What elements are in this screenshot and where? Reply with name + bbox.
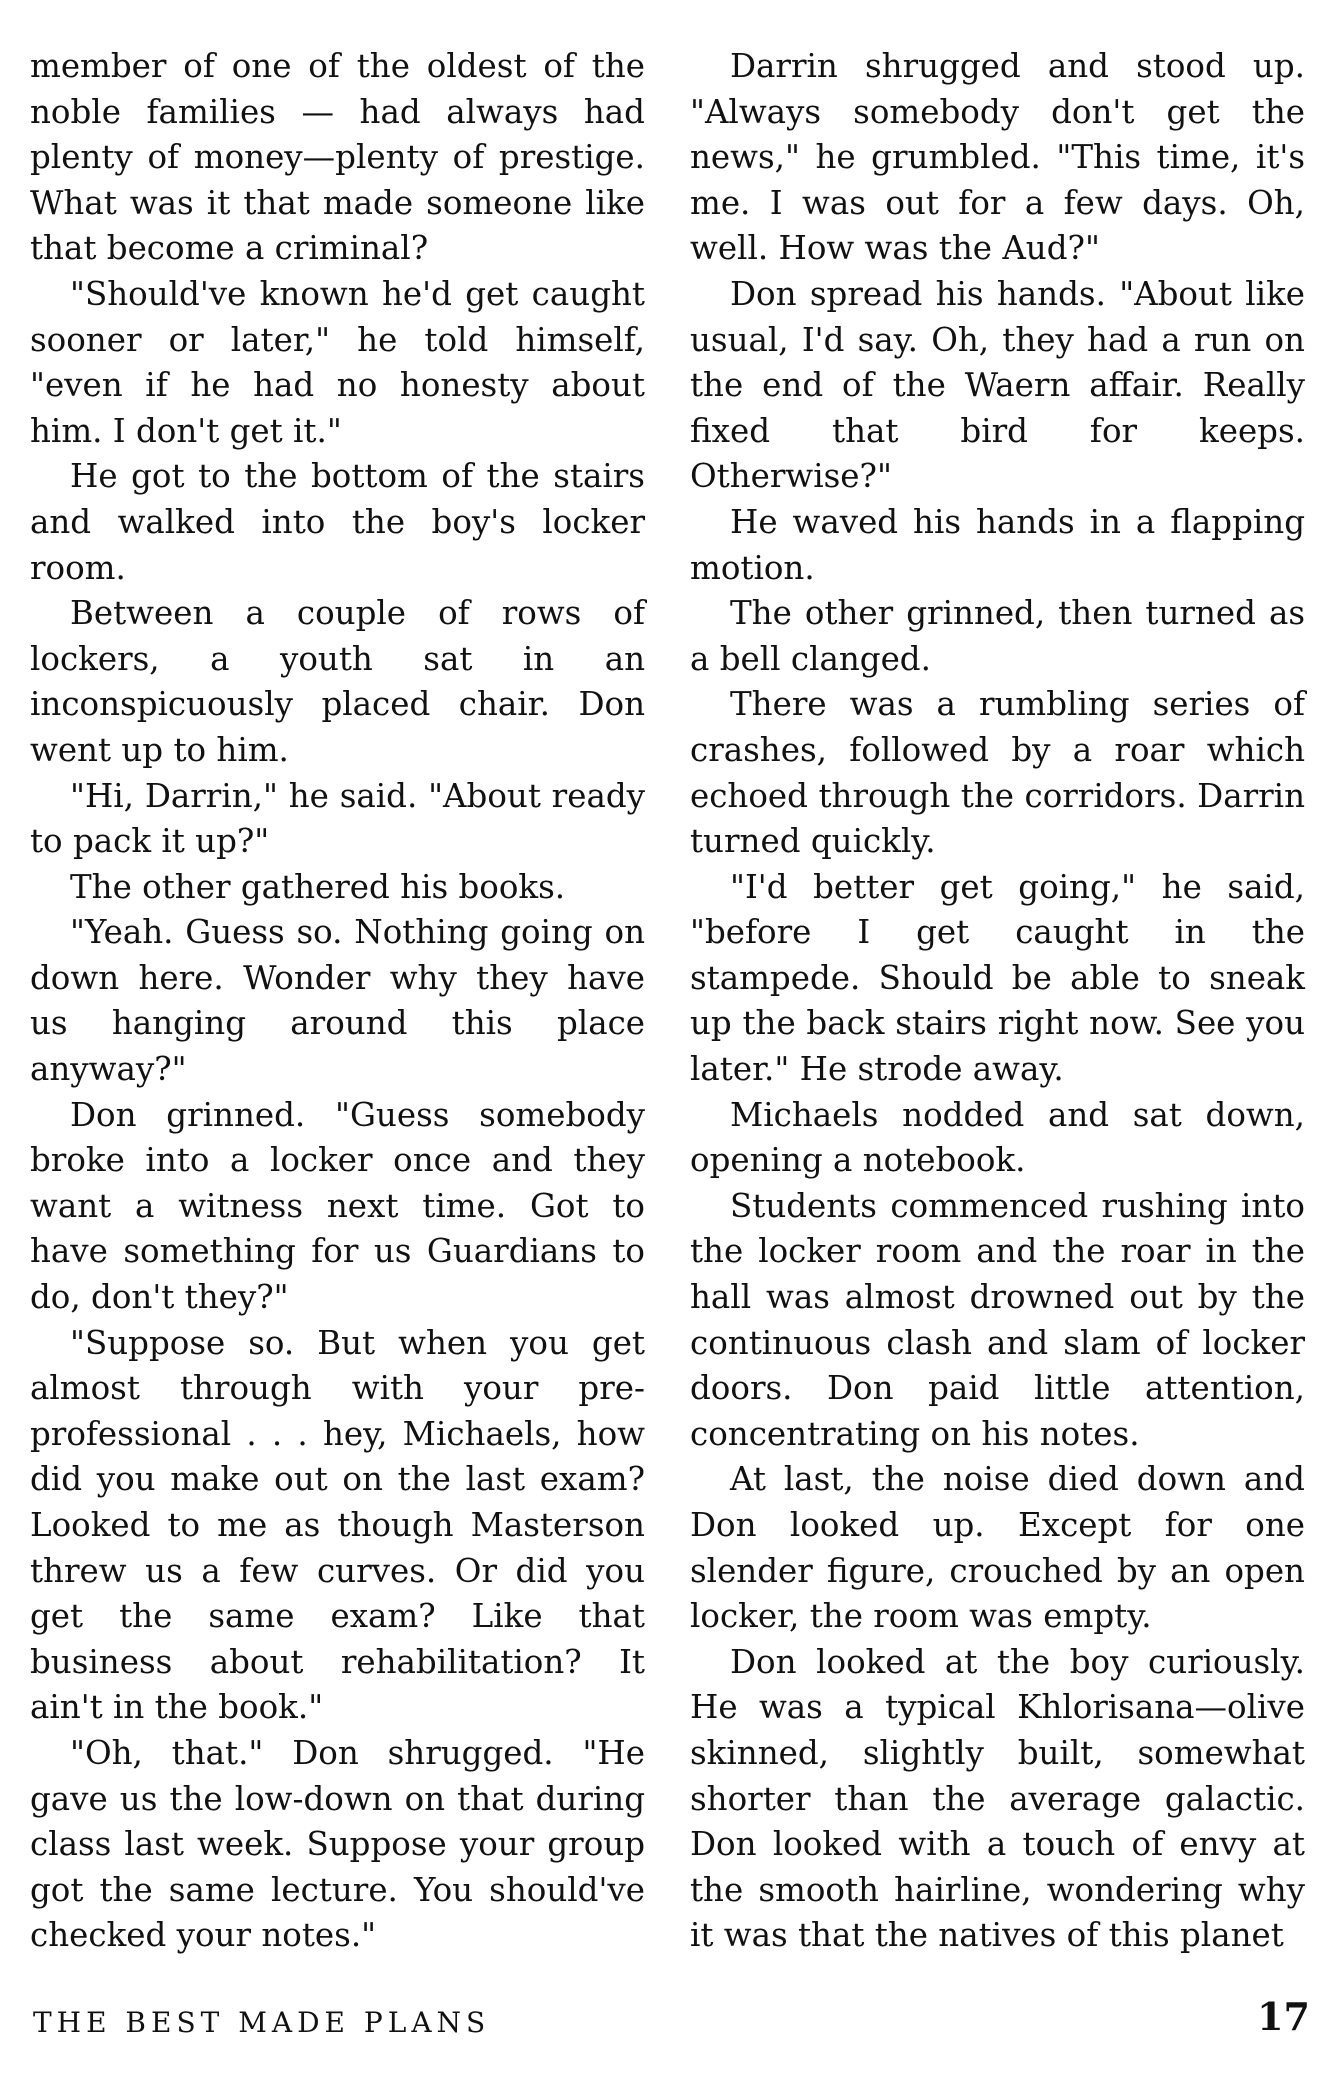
paragraph: He waved his hands in a flapping motion. <box>690 502 1305 587</box>
paragraph: Between a couple of rows of lockers, a youth sat in an inconspicuously placed chair. Don went up to him. <box>30 594 645 769</box>
page-number: 17 <box>1257 1994 1310 2039</box>
paragraph: "Yeah. Guess so. Nothing going on down here. Wonder why they have us hanging around this place anyway?" <box>30 913 645 1089</box>
paragraph: "Hi, Darrin," he said. "About ready to pack it up?" <box>30 776 645 861</box>
paragraph: At last, the noise died down and Don looked up. Except for one slender figure, crouched by an open locker, the room was empty. <box>690 1460 1305 1636</box>
paragraph: "Suppose so. But when you get almost through with your pre-professional . . . hey, Michaels, how did you make out on the last exam? Looked to me as though Masterson threw us a few curves. Or did you get the same exam? Like that business about rehabilitation? It ain't in the book." <box>30 1323 645 1727</box>
paragraph: "Should've known he'd get caught sooner or later," he told himself, "even if he had no honesty about him. I don't get it." <box>30 274 645 450</box>
paragraph: Don looked at the boy curiously. He was a typical Khlorisana—olive skinned, slightly built, somewhat shorter than the average galactic. Don looked with a touch of envy at the smooth hairline, wondering why it was that the natives of this planet <box>690 1642 1305 1955</box>
paragraph: He got to the bottom of the stairs and walked into the boy's locker room. <box>30 457 645 587</box>
paragraph: "Oh, that." Don shrugged. "He gave us the low-down on that during class last week. Suppose your group got the same lecture. You should've checked your notes." <box>30 1733 645 1955</box>
paragraph: Darrin shrugged and stood up. "Always somebody don't get the news," he grumbled. "This time, it's me. I was out for a few days. Oh, well. How was the Aud?" <box>690 47 1305 268</box>
paragraph: Michaels nodded and sat down, opening a notebook. <box>690 1095 1305 1180</box>
paragraph: Don spread his hands. "About like usual, I'd say. Oh, they had a run on the end of the Waern affair. Really fixed that bird for keeps. Otherwise?" <box>690 274 1305 496</box>
paragraph: Don grinned. "Guess somebody broke into a locker once and they want a witness next time. Got to have something for us Guardians to do, don't they?" <box>30 1095 645 1317</box>
running-title: THE BEST MADE PLANS <box>33 2006 491 2039</box>
paragraph: The other gathered his books. <box>70 867 566 906</box>
paragraph: member of one of the oldest of the noble families — had always had plenty of money—plenty of prestige. What was it that made someone like that become a criminal? <box>30 47 645 268</box>
paragraph: The other grinned, then turned as a bell clanged. <box>690 594 1305 678</box>
paragraph: Students commenced rushing into the locker room and the roar in the hall was almost drowned out by the continuous clash and slam of locker doors. Don paid little attention, concentrating on his notes. <box>690 1186 1305 1453</box>
right-text-column <box>690 44 1305 1959</box>
paragraph: There was a rumbling series of crashes, followed by a roar which echoed through the corridors. Darrin turned quickly. <box>690 685 1305 861</box>
paragraph: "I'd better get going," he said, "before I get caught in the stampede. Should be able to sneak up the back stairs right now. See you later." He strode away. <box>690 867 1305 1089</box>
left-text-column <box>30 44 645 1959</box>
